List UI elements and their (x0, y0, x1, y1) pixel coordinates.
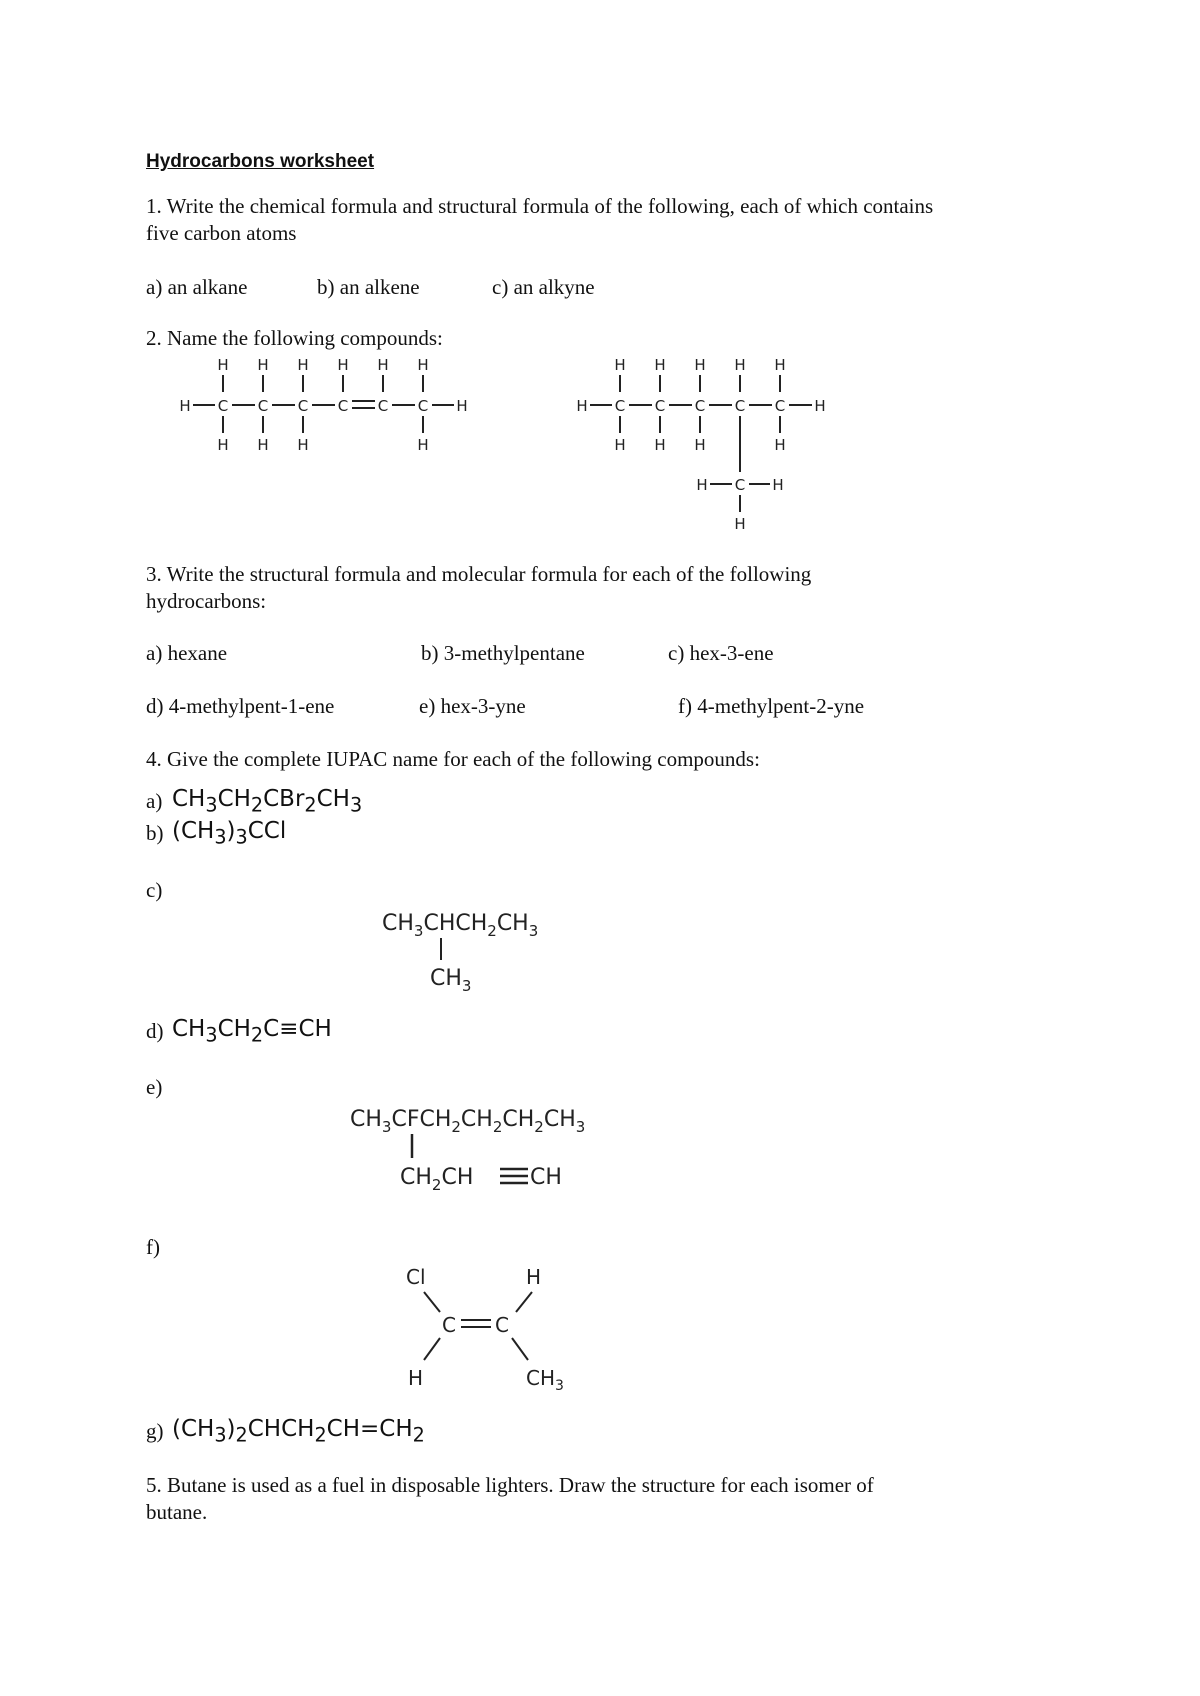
svg-text:CH3: $CH_3$ (430, 966, 472, 995)
worksheet-title: Hydrocarbons worksheet (146, 151, 375, 172)
svg-text:CH: CH (530, 1165, 562, 1190)
q4-d-label: d) (146, 1019, 164, 1043)
svg-text:C: C (337, 397, 349, 415)
svg-text:H: H (526, 1265, 542, 1289)
svg-text:H: H (417, 436, 429, 454)
q1-text-line2: five carbon atoms (146, 221, 297, 245)
q4-b-formula: $(CH_3)_3CCl$ (172, 818, 287, 849)
svg-text:C: C (734, 397, 746, 415)
q3-option-d: d) 4-methylpent-1-ene (146, 694, 335, 718)
structure-diagram-2 (570, 350, 840, 535)
svg-text:C: C (734, 476, 746, 494)
q4-e-label: e) (146, 1075, 163, 1099)
q3-option-b: b) 3-methylpentane (421, 641, 585, 665)
q4-g-formula: $(CH_3)_2CHCH_2CH=CH_2$ (172, 1416, 425, 1447)
q3-option-c: c) hex-3-ene (668, 641, 774, 665)
q5-text-line1: 5. Butane is used as a fuel in disposable lighters. Draw the structure for each isomer of (146, 1473, 874, 1497)
q1-option-b: b) an alkene (317, 275, 420, 299)
svg-text:CH3CHCH2CH3: $CH_3CHCH_2CH_3$ (382, 911, 539, 940)
svg-text:H: H (654, 436, 666, 454)
q4-c-label: c) (146, 878, 163, 902)
svg-text:CH3CFCH2CH2CH2CH3: $CH_3CFCH_2CH_2CH_2CH_3$ (350, 1107, 586, 1136)
svg-text:H: H (297, 436, 309, 454)
svg-text:H: H (814, 397, 826, 415)
svg-text:C: C (377, 397, 389, 415)
svg-text:H: H (614, 356, 626, 374)
svg-text:H: H (179, 397, 191, 415)
svg-text:H: H (297, 356, 309, 374)
svg-text:C: C (442, 1313, 456, 1337)
svg-text:CH3: $CH_3$ (526, 1366, 564, 1394)
svg-text:H: H (576, 397, 588, 415)
svg-text:C: C (495, 1313, 509, 1337)
q4-e-structure (348, 1098, 668, 1193)
q4-g-label: g) (146, 1419, 164, 1443)
svg-text:C: C (614, 397, 626, 415)
q3-option-f: f) 4-methylpent-2-yne (678, 694, 865, 718)
svg-text:H: H (774, 356, 786, 374)
svg-text:H: H (694, 436, 706, 454)
svg-text:C: C (417, 397, 429, 415)
q5-text-line2: butane. (146, 1500, 208, 1524)
q1-option-a: a) an alkane (146, 275, 248, 299)
svg-text:H: H (337, 356, 349, 374)
q3-option-e: e) hex-3-yne (419, 694, 526, 718)
svg-text:H: H (417, 356, 429, 374)
svg-text:C: C (257, 397, 269, 415)
svg-text:H: H (217, 436, 229, 454)
q3-text-line1: 3. Write the structural formula and molecular formula for each of the following (146, 562, 812, 586)
q3-option-a: a) hexane (146, 641, 228, 665)
svg-text:H: H (696, 476, 708, 494)
q4-c-structure (380, 902, 580, 997)
svg-text:H: H (217, 356, 229, 374)
q1-option-c: c) an alkyne (492, 275, 595, 299)
q4-d-formula: $CH_3CH_2C\equiv CH$ (172, 1016, 332, 1047)
svg-text:H: H (408, 1366, 424, 1390)
structure-diagram-1 (170, 350, 490, 460)
svg-text:H: H (257, 356, 269, 374)
svg-text:H: H (734, 515, 746, 533)
svg-text:C: C (694, 397, 706, 415)
svg-text:C: C (217, 397, 229, 415)
svg-text:H: H (377, 356, 389, 374)
q4-prompt: 4. Give the complete IUPAC name for each of the following compounds: (146, 747, 760, 771)
svg-text:H: H (614, 436, 626, 454)
svg-text:H: H (774, 436, 786, 454)
svg-text:H: H (694, 356, 706, 374)
svg-text:H: H (734, 356, 746, 374)
svg-text:C: C (297, 397, 309, 415)
svg-text:H: H (772, 476, 784, 494)
svg-text:C: C (774, 397, 786, 415)
q1-text-line1: 1. Write the chemical formula and structural formula of the following, each of which contains (146, 194, 934, 218)
svg-text:Cl: Cl (406, 1265, 426, 1289)
svg-text:H: H (257, 436, 269, 454)
q4-b-label: b) (146, 821, 164, 845)
q2-prompt: 2. Name the following compounds: (146, 326, 443, 350)
q4-a-label: a) (146, 789, 163, 813)
q4-f-structure (400, 1256, 590, 1396)
svg-text:C: C (654, 397, 666, 415)
svg-text:CH2CH: $CH_2CH$ (400, 1165, 474, 1193)
svg-text:H: H (654, 356, 666, 374)
svg-text:H: H (456, 397, 468, 415)
q4-a-formula: $CH_3CH_2CBr_2CH_3$ (172, 786, 363, 817)
q3-text-line2: hydrocarbons: (146, 589, 267, 613)
q4-f-label: f) (146, 1235, 160, 1259)
